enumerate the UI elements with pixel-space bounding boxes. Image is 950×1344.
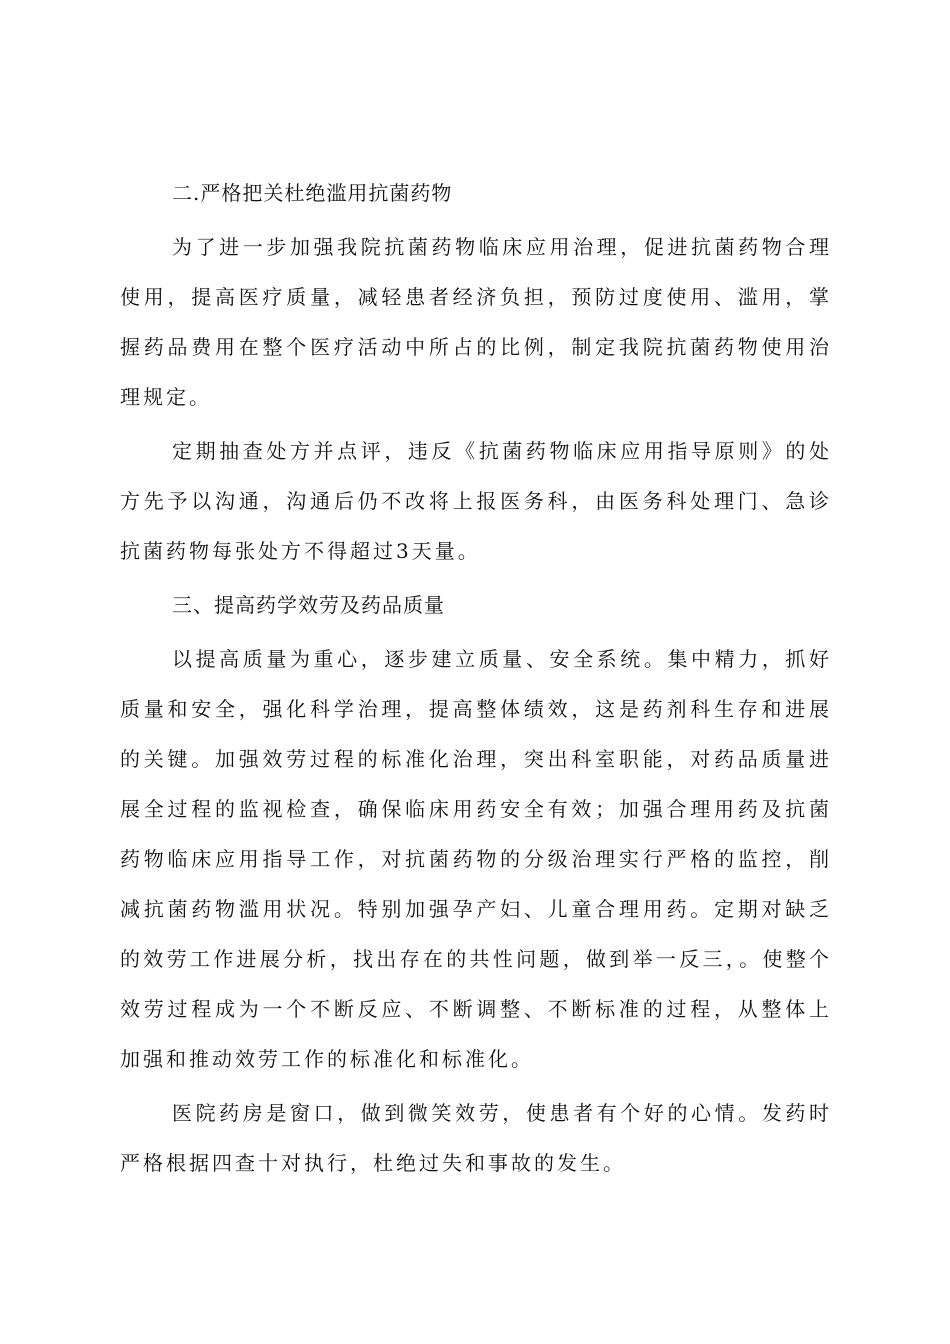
paragraph-antibiotic-policy: 为了进一步加强我院抗菌药物临床应用治理，促进抗菌药物合理使用，提高医疗质量，减轻患者经济负担，预防过度使用、滥用，掌握药品费用在整个医疗活动中所占的比例，制定我院抗菌药物使用治理规定。 [120,235,832,409]
section-heading-2: 二.严格把关杜绝滥用抗菌药物 [172,181,453,205]
section-heading-3: 三、提高药学效劳及药品质量 [172,593,445,617]
paragraph-prescription-review: 定期抽查处方并点评，违反《抗菌药物临床应用指导原则》的处方先予以沟通，沟通后仍不改将上报医务科，由医务科处理门、急诊抗菌药物每张处方不得超过3天量。 [120,439,832,563]
paragraph-quality-improvement: 以提高质量为重心，逐步建立质量、安全系统。集中精力，抓好质量和安全，强化科学治理，提高整体绩效，这是药剂科生存和进展的关键。加强效劳过程的标准化治理，突出科室职能，对药品质量进展全过程的监视检查，确保临床用药安全有效；加强合理用药及抗菌药物临床应用指导工作，对抗菌药物的分级治理实行严格的监控，削减抗菌药物滥用状况。特别加强孕产妇、儿童合理用药。定期对缺乏的效劳工作进展分析，找出存在的共性问题，做到举一反三，。使整个效劳过程成为一个不断反应、不断调整、不断标准的过程，从整体上加强和推动效劳工作的标准化和标准化。 [120,647,832,1071]
document-page [120,168,832,1188]
paragraph-pharmacy-window: 医院药房是窗口，做到微笑效劳，使患者有个好的心情。发药时严格根据四查十对执行，杜绝过失和事故的发生。 [120,1101,832,1175]
